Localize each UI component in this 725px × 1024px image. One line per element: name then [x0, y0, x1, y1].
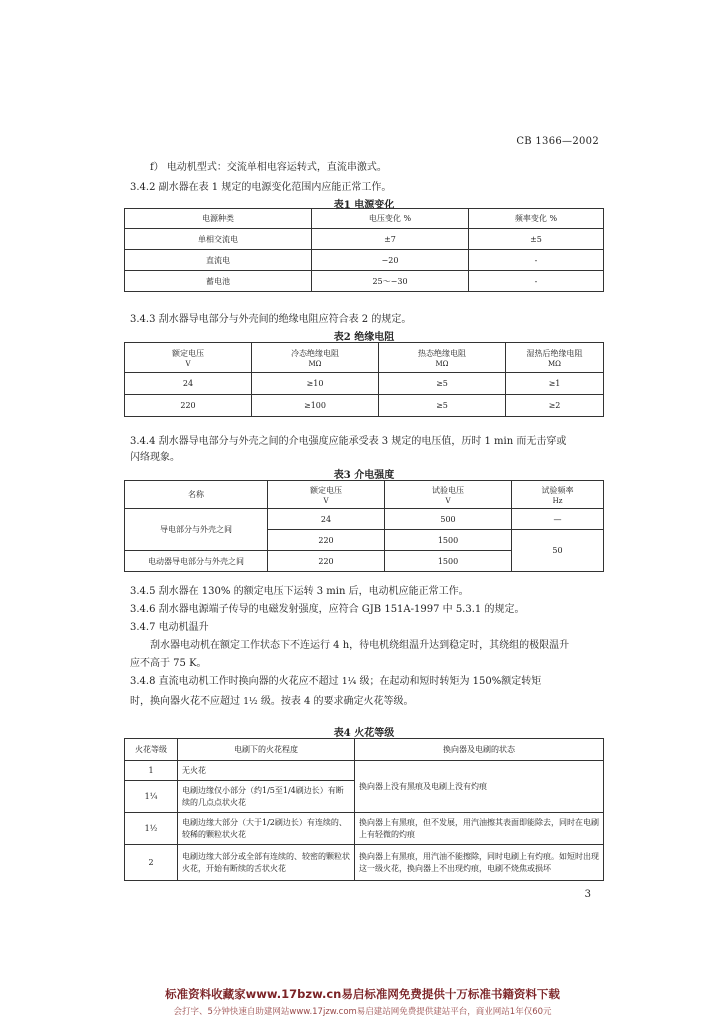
- table3-header: [268, 481, 385, 509]
- table2-cell: 24: [125, 373, 252, 395]
- clause-3-4-7-text: 刮水器电动机在额定工作状态下不连运行 4 h，待电机绕组温升达到稳定时，其绕组的极限温升: [150, 640, 570, 651]
- table3-unit: Hz: [552, 496, 563, 505]
- table4-caption: 表4 火花等级: [333, 728, 395, 739]
- table2-header: [125, 343, 252, 373]
- table4-spark: 电刷边缘大部分或全部有连续的、较密的颗粒状火花，开始有断续的舌状火花: [178, 845, 355, 881]
- spark-grade-fraction: 1½: [243, 697, 258, 707]
- table3-unit: V: [445, 496, 451, 505]
- table2-header-label: 冷态绝缘电阻: [291, 348, 339, 358]
- table3: [124, 480, 604, 572]
- table2-cell: ≥10: [252, 373, 379, 395]
- table3-cell: 1500: [385, 551, 512, 572]
- table3-cell: —: [512, 509, 604, 530]
- footer-ad-text[interactable]: 会打字、5分钟快速自助建网站www.17jzw.com易启建站网免费提供建站平台，商业网站1年仅60元: [173, 1007, 552, 1017]
- table4-state: 换向器上没有黑痕及电刷上没有灼痕: [355, 761, 604, 813]
- table2-cell: ≥2: [506, 395, 604, 417]
- clause-3-4-6: 3.4.6 刮水器电源端子传导的电磁发射强度，应符合 GJB 151A-1997 中 5.3.1 的规定。: [130, 604, 525, 615]
- table1-cell: 蓄电池: [125, 271, 312, 292]
- footer-link-text[interactable]: 标准资料收藏家www.17bzw.cn易启标准网免费提供十万标准书籍资料下载: [165, 987, 560, 1001]
- clause-3-4-8-cont-text: 时，换向器火花不应超过: [130, 696, 240, 707]
- table3-caption: 表3 介电强度: [333, 470, 395, 481]
- table4-grade: 1½: [125, 813, 178, 845]
- table4: [124, 738, 604, 881]
- table1-caption: 表1 电源变化: [333, 200, 395, 211]
- table4-grade: 2: [125, 845, 178, 881]
- table4-spark: 无火花: [178, 761, 355, 781]
- clause-3-4-8-cont: [130, 692, 414, 707]
- clause-3-4-7: 3.4.7 电动机温升: [130, 622, 209, 633]
- table3-header: [385, 481, 512, 509]
- clause-3-4-8-cont-tail: 级。按表 4 的要求确定火花等级。: [260, 696, 414, 707]
- table3-cell: 1500: [385, 530, 512, 551]
- table2-cell: ≥100: [252, 395, 379, 417]
- table4-header: 换向器及电刷的状态: [355, 739, 604, 761]
- clause-3-4-8: [130, 672, 541, 687]
- table2-header-label: 热态绝缘电阻: [418, 348, 466, 358]
- spark-grade-fraction: 1¼: [341, 677, 357, 687]
- table3-cell: 500: [385, 509, 512, 530]
- table2-header: [506, 343, 604, 373]
- clause-3-4-8-tail: 级；在起动和短时转矩为 150%额定转矩: [359, 676, 542, 687]
- table2-cell: 220: [125, 395, 252, 417]
- table2-header-label: 额定电压: [172, 348, 204, 358]
- clause-3-4-8-text: 3.4.8 直流电动机工作时换向器的火花应不超过: [130, 676, 339, 687]
- table1-cell: 单相交流电: [125, 229, 312, 250]
- table2-unit: MΩ: [435, 359, 449, 368]
- table1-cell: -: [469, 250, 604, 271]
- table4-header: 火花等级: [125, 739, 178, 761]
- table1-cell: −20: [312, 250, 469, 271]
- table2-cell: ≥1: [506, 373, 604, 395]
- table3-header-label: 试验频率: [541, 485, 574, 495]
- table1-cell: ±5: [469, 229, 604, 250]
- clause-3-4-5: 3.4.5 刮水器在 130% 的额定电压下运转 3 min 后，电动机应能正常工作。: [130, 586, 469, 597]
- clause-3-4-7-text-cont: 应不高于 75 K。: [130, 658, 207, 669]
- table1-header: 电压变化 %: [312, 209, 469, 229]
- clause-3-4-2: 3.4.2 副水器在表 1 规定的电源变化范围内应能正常工作。: [130, 182, 392, 193]
- table2-caption: 表2 绝缘电阻: [333, 332, 395, 343]
- table3-header-label: 试验电压: [432, 485, 464, 495]
- clause-3-4-4: 3.4.4 刮水器导电部分与外壳之间的介电强度应能承受表 3 规定的电压值，历时 1 min 而无击穿或: [130, 436, 567, 447]
- table3-header-label: 额定电压: [310, 485, 342, 495]
- page-number: 3: [584, 889, 591, 900]
- table1-cell: 直流电: [125, 250, 312, 271]
- clause-3-4-4-cont: 闪络现象。: [130, 452, 180, 463]
- table2-header: [252, 343, 379, 373]
- table3-header: 名称: [125, 481, 268, 509]
- table4-grade: 1¼: [125, 781, 178, 813]
- table3-cell: 220: [268, 551, 385, 572]
- table2-unit: V: [185, 359, 191, 368]
- clause-3-4-3: 3.4.3 刮水器导电部分与外壳间的绝缘电阻应符合表 2 的规定。: [130, 314, 412, 325]
- table3-cell: 导电部分与外壳之间: [125, 509, 268, 551]
- clause-f: f） 电动机型式：交流单相电容运转式，直流串激式。: [150, 162, 387, 173]
- table3-cell: 电动器导电部分与外壳之间: [125, 551, 268, 572]
- table1: [124, 208, 604, 292]
- table4-grade: 1: [125, 761, 178, 781]
- table3-cell: 50: [512, 530, 604, 572]
- table2-unit: MΩ: [548, 359, 561, 368]
- table4-state: 换向器上有黑痕，但不发展，用汽油擦其表面即能除去，同时在电刷上有轻微的灼痕: [355, 813, 604, 845]
- table2-header-label: 湿热后绝缘电阻: [526, 348, 583, 358]
- table4-spark: 电刷边缘仅小部分（约1/5至1/4刷边长）有断续的几点点状火花: [178, 781, 355, 813]
- table2-header: [379, 343, 506, 373]
- table2-cell: ≥5: [379, 373, 506, 395]
- table1-header: 电源种类: [125, 209, 312, 229]
- table3-header: [512, 481, 604, 509]
- table3-cell: 24: [268, 509, 385, 530]
- table2-cell: ≥5: [379, 395, 506, 417]
- table3-unit: V: [323, 496, 329, 505]
- table4-spark: 电刷边缘大部分（大于1/2刷边长）有连续的、较稀的颗粒状火花: [178, 813, 355, 845]
- table1-header: 频率变化 %: [469, 209, 604, 229]
- table4-state: 换向器上有黑痕，用汽油不能擦除，同时电刷上有灼痕。如短时出现这一级火花，换向器上不出现灼痕，电刷不烧焦或损坏: [355, 845, 604, 881]
- table3-cell: 220: [268, 530, 385, 551]
- standard-number: CB 1366—2002: [516, 136, 599, 147]
- table1-cell: -: [469, 271, 604, 292]
- table2: [124, 342, 604, 417]
- table1-cell: ±7: [312, 229, 469, 250]
- table4-header: 电刷下的火花程度: [178, 739, 355, 761]
- table1-cell: 25～−30: [312, 271, 469, 292]
- table2-unit: MΩ: [308, 359, 322, 368]
